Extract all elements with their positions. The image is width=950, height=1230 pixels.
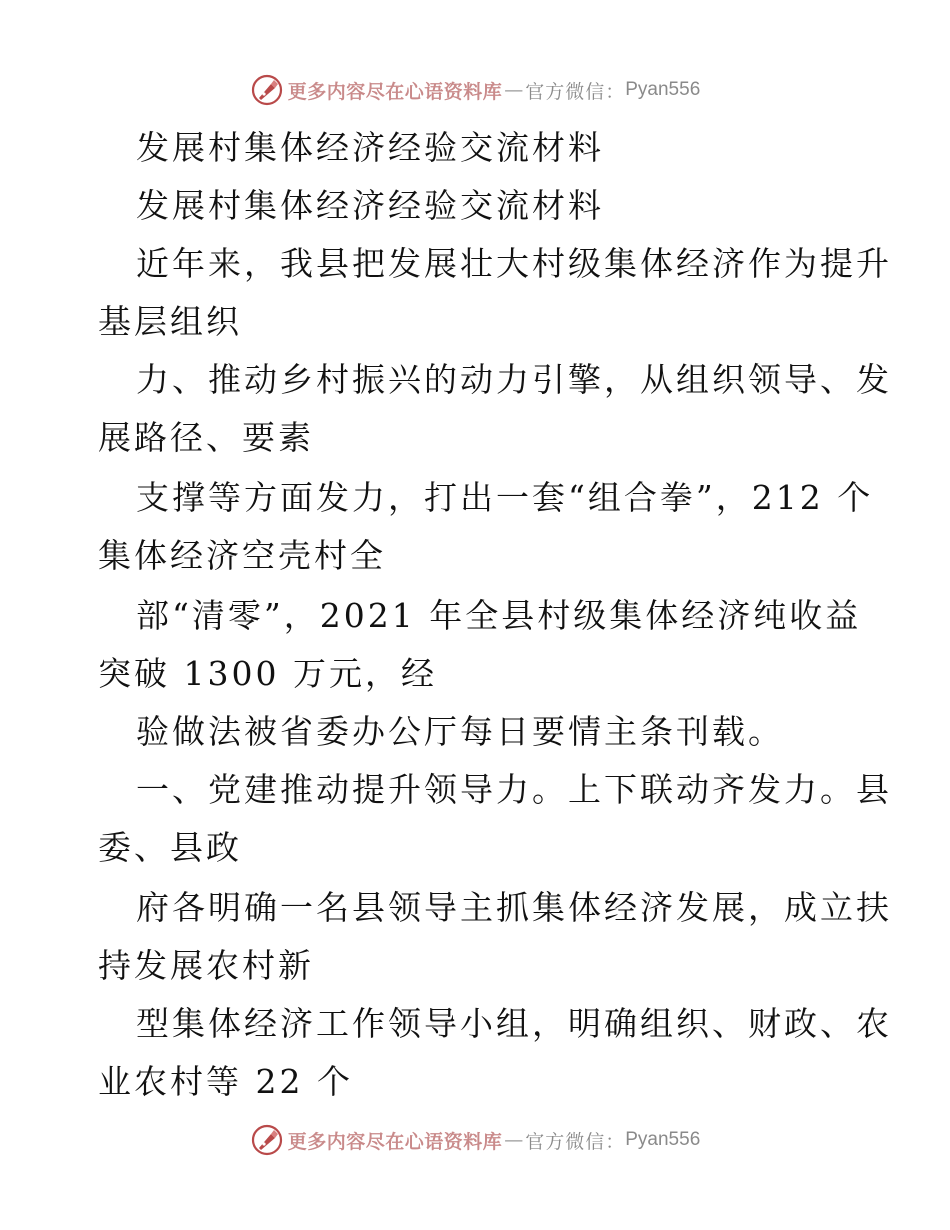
paragraph-line: 近年来，我县把发展壮大村级集体经济作为提升	[136, 244, 892, 283]
pen-nib-logo-icon	[250, 1123, 284, 1157]
watermark-main-text: 更多内容尽在心语资料库	[287, 80, 503, 103]
pen-nib-logo-icon	[250, 73, 284, 107]
paragraph-line: 委、县政	[98, 828, 242, 867]
watermark-dash: —	[504, 1129, 524, 1151]
watermark-wechat-id: Pyan556	[625, 1129, 701, 1150]
paragraph-line: 突破 1300 万元，经	[98, 654, 437, 693]
document-subtitle: 发展村集体经济经验交流材料	[136, 186, 604, 225]
paragraph-line: 集体经济空壳村全	[98, 536, 386, 575]
paragraph-line: 基层组织	[98, 302, 242, 341]
document-title: 发展村集体经济经验交流材料	[136, 128, 604, 167]
paragraph-line: 持发展农村新	[98, 946, 314, 985]
watermark-main-text: 更多内容尽在心语资料库	[287, 1130, 503, 1153]
paragraph-line: 展路径、要素	[98, 418, 314, 457]
paragraph-line: 力、推动乡村振兴的动力引擎，从组织领导、发	[136, 360, 892, 399]
paragraph-line: 支撑等方面发力，打出一套“组合拳”，212 个	[136, 478, 874, 517]
watermark-dash: —	[504, 79, 524, 101]
footer-watermark	[0, 1120, 950, 1160]
section-heading-line: 一、党建推动提升领导力。上下联动齐发力。县	[136, 770, 892, 809]
header-watermark	[0, 70, 950, 110]
watermark-wechat-id: Pyan556	[625, 79, 701, 100]
paragraph-line: 部“清零”，2021 年全县村级集体经济纯收益	[136, 596, 862, 635]
paragraph-line: 验做法被省委办公厅每日要情主条刊载。	[136, 712, 784, 751]
paragraph-line: 业农村等 22 个	[98, 1062, 353, 1101]
paragraph-line: 型集体经济工作领导小组，明确组织、财政、农	[136, 1004, 892, 1043]
watermark-official-label: 官方微信：	[525, 1130, 626, 1153]
watermark-official-label: 官方微信：	[525, 80, 626, 103]
paragraph-line: 府各明确一名县领导主抓集体经济发展，成立扶	[136, 888, 892, 927]
